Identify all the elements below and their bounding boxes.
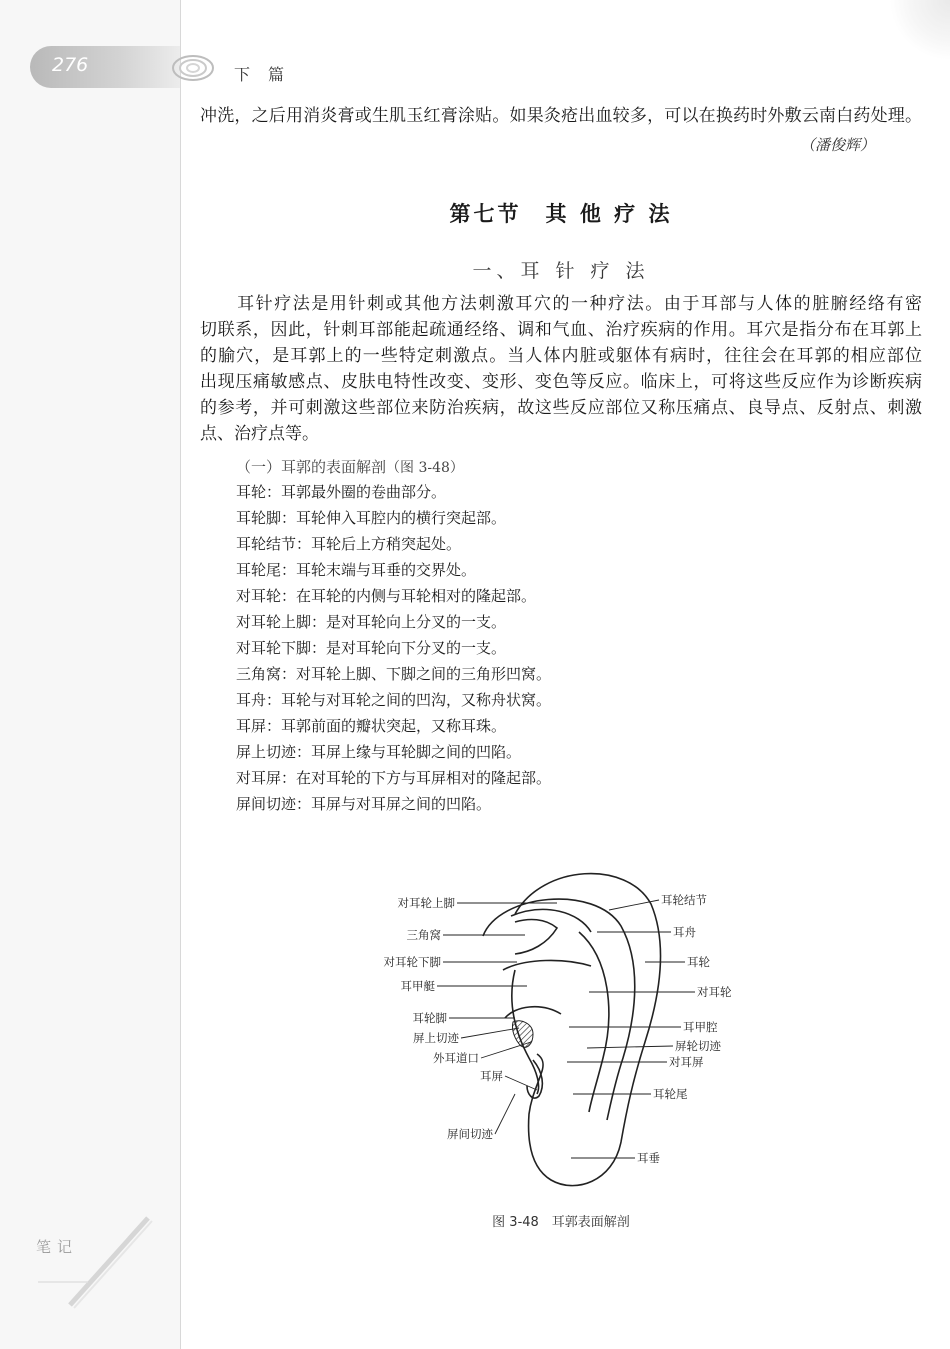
term-definition: 耳舟：耳轮与对耳轮之间的凹沟，又称舟状窝。 (236, 691, 552, 709)
paragraph-line: 出现压痛敏感点、皮肤电特性改变、变形、变色等反应。临床上，可将这些反应作为诊断疾病 (200, 372, 922, 392)
corner-decoration (890, 0, 950, 60)
paragraph-line: 耳针疗法是用针刺或其他方法刺激耳穴的一种疗法。由于耳部与人体的脏腑经络有密 (200, 294, 922, 314)
label-right: 耳轮结节 (661, 893, 707, 907)
term-definition: 对耳屏：在对耳轮的下方与耳屏相对的隆起部。 (236, 769, 552, 787)
label-left: 对耳轮上脚 (397, 896, 455, 910)
triangular-fossa (515, 920, 557, 954)
subsection-title: 一、耳 针 疗 法 (472, 260, 650, 282)
label-left: 屏上切迹 (413, 1031, 459, 1045)
paragraph-line: 切联系，因此，针刺耳部能起疏通经络、调和气血、治疗疾病的作用。耳穴是指分布在耳郭上 (200, 320, 922, 340)
notes-margin (0, 0, 180, 1349)
label-left: 耳屏 (480, 1069, 503, 1083)
sub-heading (236, 456, 464, 477)
author: （潘俊辉） (800, 136, 876, 154)
label-right: 耳轮 (687, 955, 710, 969)
term-definition: 对耳轮下脚：是对耳轮向下分叉的一支。 (236, 639, 507, 657)
term-definition: 对耳轮上脚：是对耳轮向上分叉的一支。 (236, 613, 507, 631)
paragraph-line: 的参考，并可刺激这些部位来防治疾病，故这些反应部位又称压痛点、良导点、反射点、刺激 (200, 398, 922, 418)
label-right: 屏轮切迹 (675, 1039, 721, 1053)
term-definition: 耳轮：耳郭最外圈的卷曲部分。 (236, 483, 447, 501)
label-right: 对耳轮 (697, 985, 732, 999)
label-right: 耳垂 (637, 1151, 660, 1165)
antihelix (579, 932, 609, 1112)
swirl-icon (168, 50, 218, 86)
label-left: 外耳道口 (433, 1051, 479, 1065)
label-left: 对耳轮下脚 (383, 955, 441, 969)
term-definition: 耳屏：耳郭前面的瓣状突起，又称耳珠。 (236, 717, 507, 735)
page-number: 276 (52, 54, 89, 76)
term-definition: 耳轮尾：耳轮末端与耳垂的交界处。 (236, 561, 477, 579)
label-left: 耳甲艇 (400, 979, 435, 993)
figure-caption: 图 3-48 耳郭表面解剖 (492, 1215, 630, 1230)
term-definition: 耳轮结节：耳轮后上方稍突起处。 (236, 535, 462, 553)
label-left: 三角窝 (406, 928, 441, 942)
section-name: 下篇 (234, 65, 303, 84)
label-left: 耳轮脚 (412, 1011, 447, 1025)
notes-label: 笔记 (36, 1238, 79, 1256)
paragraph-line: 的腧穴，是耳郭上的一些特定刺激点。当人体内脏或躯体有病时，往往会在耳郭的相应部位 (200, 346, 922, 366)
term-definition: 屏间切迹：耳屏与对耳屏之间的凹陷。 (236, 795, 492, 813)
term-definition: 屏上切迹：耳屏上缘与耳轮脚之间的凹陷。 (236, 743, 522, 761)
paragraph-line: 点、治疗点等。 (200, 424, 319, 444)
term-definition: 三角窝：对耳轮上脚、下脚之间的三角形凹窝。 (236, 665, 552, 683)
continuation-line: 冲洗，之后用消炎膏或生肌玉红膏涂贴。如果灸疮出血较多，可以在换药时外敷云南白药处理。 (200, 106, 922, 126)
label-right: 耳甲腔 (683, 1020, 718, 1034)
label-right: 对耳屏 (669, 1055, 704, 1069)
external-ear-canal (512, 1021, 533, 1048)
label-right: 耳舟 (673, 925, 696, 939)
section-title: 第七节 其 他 疗 法 (449, 202, 673, 226)
term-definition: 对耳轮：在耳轮的内侧与耳轮相对的隆起部。 (236, 587, 537, 605)
pencil-icon (30, 1210, 170, 1310)
figure-reference: （图 3-48） (386, 460, 464, 476)
term-definition: 耳轮脚：耳轮伸入耳腔内的横行突起部。 (236, 509, 507, 527)
sub-heading-text: （一）耳郭的表面解剖 (236, 458, 387, 476)
label-left: 屏间切迹 (447, 1127, 493, 1141)
label-right: 耳轮尾 (653, 1087, 688, 1101)
ear-anatomy-figure (365, 862, 745, 1202)
margin-divider (180, 0, 181, 1349)
